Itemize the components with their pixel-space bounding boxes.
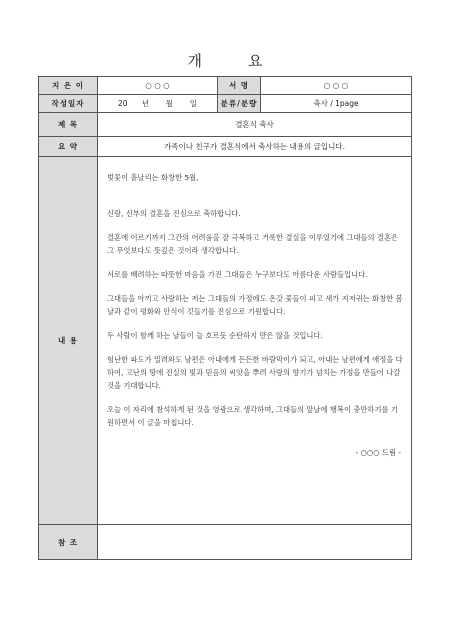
date-year-unit: 년 [141,99,150,108]
date-row [39,95,412,113]
content-label: 내 용 [39,157,98,525]
author-label: 지 은 이 [39,77,98,95]
content-paragraph: 오늘 이 자리에 참석하게 된 것을 영광으로 생각하며, 그대들의 앞날에 행복이 충만하기를 기원하면서 이 글을 마칩니다. [107,405,398,427]
reference-value [98,525,412,560]
content-paragraph: 험난한 파도가 밀려와도 남편은 아내에게 든든한 바람막이가 되고, 아내는 남편에게 애정을 다하여, 고난의 땅에 진실의 빛과 믿음의 씨앗을 뿌려 사랑의 향기가 넘치는 가정을 만들어 나갈 것을 기대합니다. [107,355,403,390]
date-year: 20 [117,99,128,108]
signature-value: ○ ○ ○ [261,77,412,95]
reference-label: 참 조 [39,525,98,560]
category-value: 축사 / 1page [261,95,412,113]
date-month-unit: 월 [165,99,174,108]
reference-row [39,525,412,560]
overview-form [38,76,412,560]
content-paragraph: 결혼에 이르기까지 그간의 어려움을 잘 극복하고 거룩한 결실을 이루었기에 그대들의 결혼은 그 무엇보다도 뜻깊은 것이라 생각합니다. [107,233,399,255]
summary-row [39,137,412,157]
content-row [39,157,412,525]
summary-label: 요 약 [39,137,98,157]
page-title [0,50,450,71]
subject-value: 결혼식 축사 [98,113,412,137]
content-paragraph: 그대들을 아끼고 사랑하는 저는 그대들의 가정에도 온갖 꽃들이 피고 새가 지저귀는 화창한 봄날과 같이 평화와 안식이 깃들기를 진심으로 기원합니다. [107,294,403,316]
author-row [39,77,412,95]
content-body [98,157,412,525]
signature-label: 서 명 [218,77,261,95]
title-right: 요 [248,52,263,70]
content-paragraph: 신랑, 신부의 결혼을 진심으로 축하합니다. [107,209,241,218]
category-label: 분류/분량 [218,95,261,113]
content-paragraph: 벚꽃이 흩날리는 화창한 5월, [107,173,199,182]
content-paragraph: 두 사람이 함께 하는 날들이 늘 호르듯 순탄하지 만은 않을 것입니다. [107,331,323,340]
date-label: 작성일자 [39,95,98,113]
date-day-unit: 일 [189,99,197,108]
author-value: ○ ○ ○ [98,77,218,95]
summary-value: 가족이나 친구가 결혼식에서 축사하는 내용의 글입니다. [98,137,412,157]
signoff: - ○○○ 드림 - [355,448,401,457]
title-left: 개 [187,52,202,70]
content-paragraph: 서로를 배려하는 따뜻한 마음을 가진 그대들은 누구보다도 아름다운 사람들입니다. [107,270,368,279]
subject-row [39,113,412,137]
date-value [98,95,218,113]
subject-label: 제 목 [39,113,98,137]
